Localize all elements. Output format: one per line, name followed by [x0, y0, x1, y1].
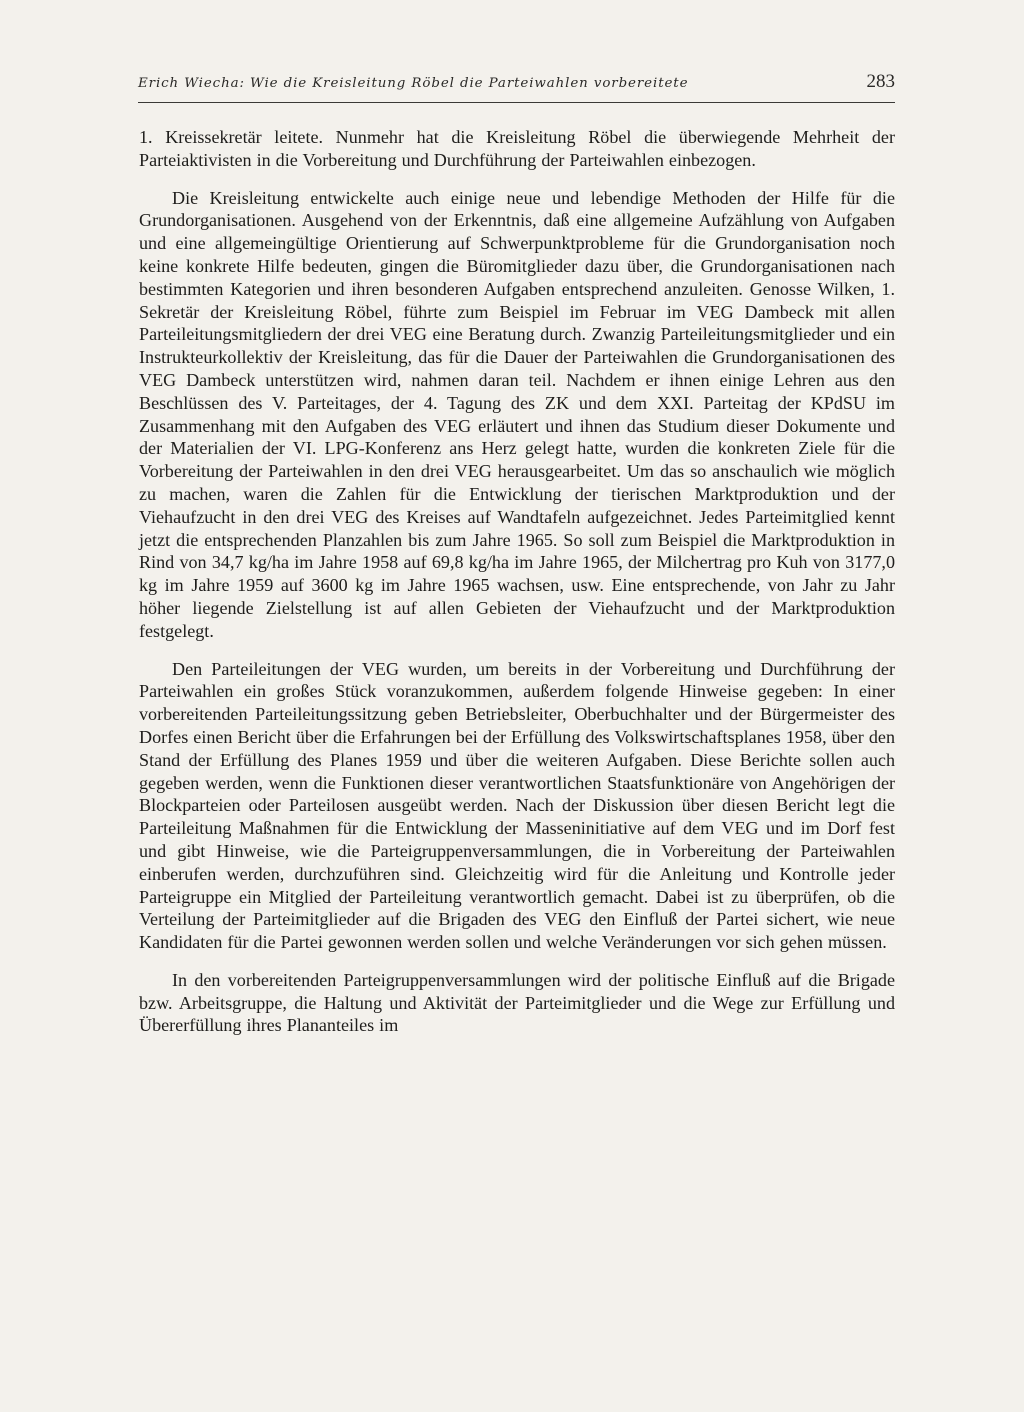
paragraph-methods: Die Kreisleitung entwickelte auch einige neue und lebendige Methoden der Hilfe für die Grundorganisationen. Ausgehend von der Erkenntnis, daß eine allgemeine Aufzählung von Aufgaben und eine allgemeingültige Orientierung auf Schwerpunktprobleme für die Grundorganisation noch keine konkrete Hilfe bedeuten, gingen die Büromitglieder dazu über, die Grundorganisationen nach bestimmten Kategorien und ihren besonderen Aufgaben entsprechend anzuleiten. Genosse Wilken, 1. Sekretär der Kreisleitung Röbel, führte zum Beispiel im Februar im VEG Dambeck mit allen Parteileitungsmitgliedern der drei VEG eine Beratung durch. Zwanzig Parteileitungsmitglieder und ein Instrukteurkollektiv der Kreisleitung, das für die Dauer der Parteiwahlen die Grundorganisationen des VEG Dambeck unterstützen wird, nahmen daran teil. Nachdem er ihnen einige Lehren aus den Beschlüssen des V. Parteitages, der 4. Tagung des ZK und dem XXI. Parteitag der KPdSU im Zusammenhang mit den Aufgaben des VEG erläutert und ihnen das Studium dieser Dokumente und der Materialien der VI. LPG-Konferenz ans Herz gelegt hatte, wurden die konkreten Ziele für die Vorbereitung der Parteiwahlen in den drei VEG herausgearbeitet. Um das so anschaulich wie möglich zu machen, waren die Zahlen für die Entwicklung der tierischen Marktproduktion und der Viehaufzucht in den drei VEG des Kreises auf Wandtafeln aufgezeichnet. Jedes Parteimitglied kennt jetzt die entsprechenden Planzahlen bis zum Jahre 1965. So soll zum Beispiel die Marktproduktion in Rind von 34,7 kg/ha im Jahre 1958 auf 69,8 kg/ha im Jahre 1965, der Milchertrag pro Kuh von 3177,0 kg im Jahre 1959 auf 3600 kg im Jahre 1965 wachsen, usw. Eine entsprechende, von Jahr zu Jahr höher liegende Zielstellung ist auf allen Gebieten der Viehaufzucht und der Marktproduktion festgelegt.: [139, 187, 895, 641]
running-header: [138, 70, 895, 103]
page-number: 283: [866, 71, 895, 92]
body-text: [139, 126, 895, 1052]
paragraph-group-meetings: In den vorbereitenden Parteigruppenversammlungen wird der politische Einfluß auf die Brigade bzw. Arbeitsgruppe, die Haltung und Aktivität der Parteimitglieder und die Wege zur Erfüllung und Übererfüllung ihres Plananteiles im: [139, 969, 895, 1036]
paragraph-instructions: Den Parteileitungen der VEG wurden, um bereits in der Vorbereitung und Durchführung der Parteiwahlen ein großes Stück voranzukommen, außerdem folgende Hinweise gegeben: In einer vorbereitenden Parteileitungssitzung geben Betriebsleiter, Oberbuchhalter und der Bürgermeister des Dorfes einen Bericht über die Erfahrungen bei der Erfüllung des Volkswirtschaftsplanes 1958, über den Stand der Erfüllung des Planes 1959 und über die weiteren Aufgaben. Diese Berichte sollen auch gegeben werden, wenn die Funktionen dieser verantwortlichen Staatsfunktionäre von Angehörigen der Blockparteien oder Parteilosen ausgeübt werden. Nach der Diskussion über diesen Bericht legt die Parteileitung Maßnahmen für die Entwicklung der Masseninitiative auf dem VEG und im Dorf fest und gibt Hinweise, wie die Parteigruppenversammlungen, die in Vorbereitung der Parteiwahlen einberufen werden, durchzuführen sind. Gleichzeitig wird für die Anleitung und Kontrolle jeder Parteigruppe ein Mitglied der Parteileitung verantwortlich gemacht. Dabei ist zu überprüfen, ob die Verteilung der Parteimitglieder auf die Brigaden des VEG den Einfluß der Partei sichert, wie neue Kandidaten für die Partei gewonnen werden sollen und welche Veränderungen vor sich gehen müssen.: [139, 658, 895, 953]
running-title: Erich Wiecha: Wie die Kreisleitung Röbel die Parteiwahlen vorbereitete: [138, 76, 689, 91]
paragraph-continuation: 1. Kreissekretär leitete. Nunmehr hat die Kreisleitung Röbel die überwiegende Mehrheit der Parteiaktivisten in die Vorbereitung und Durchführung der Parteiwahlen einbezogen.: [139, 127, 895, 170]
